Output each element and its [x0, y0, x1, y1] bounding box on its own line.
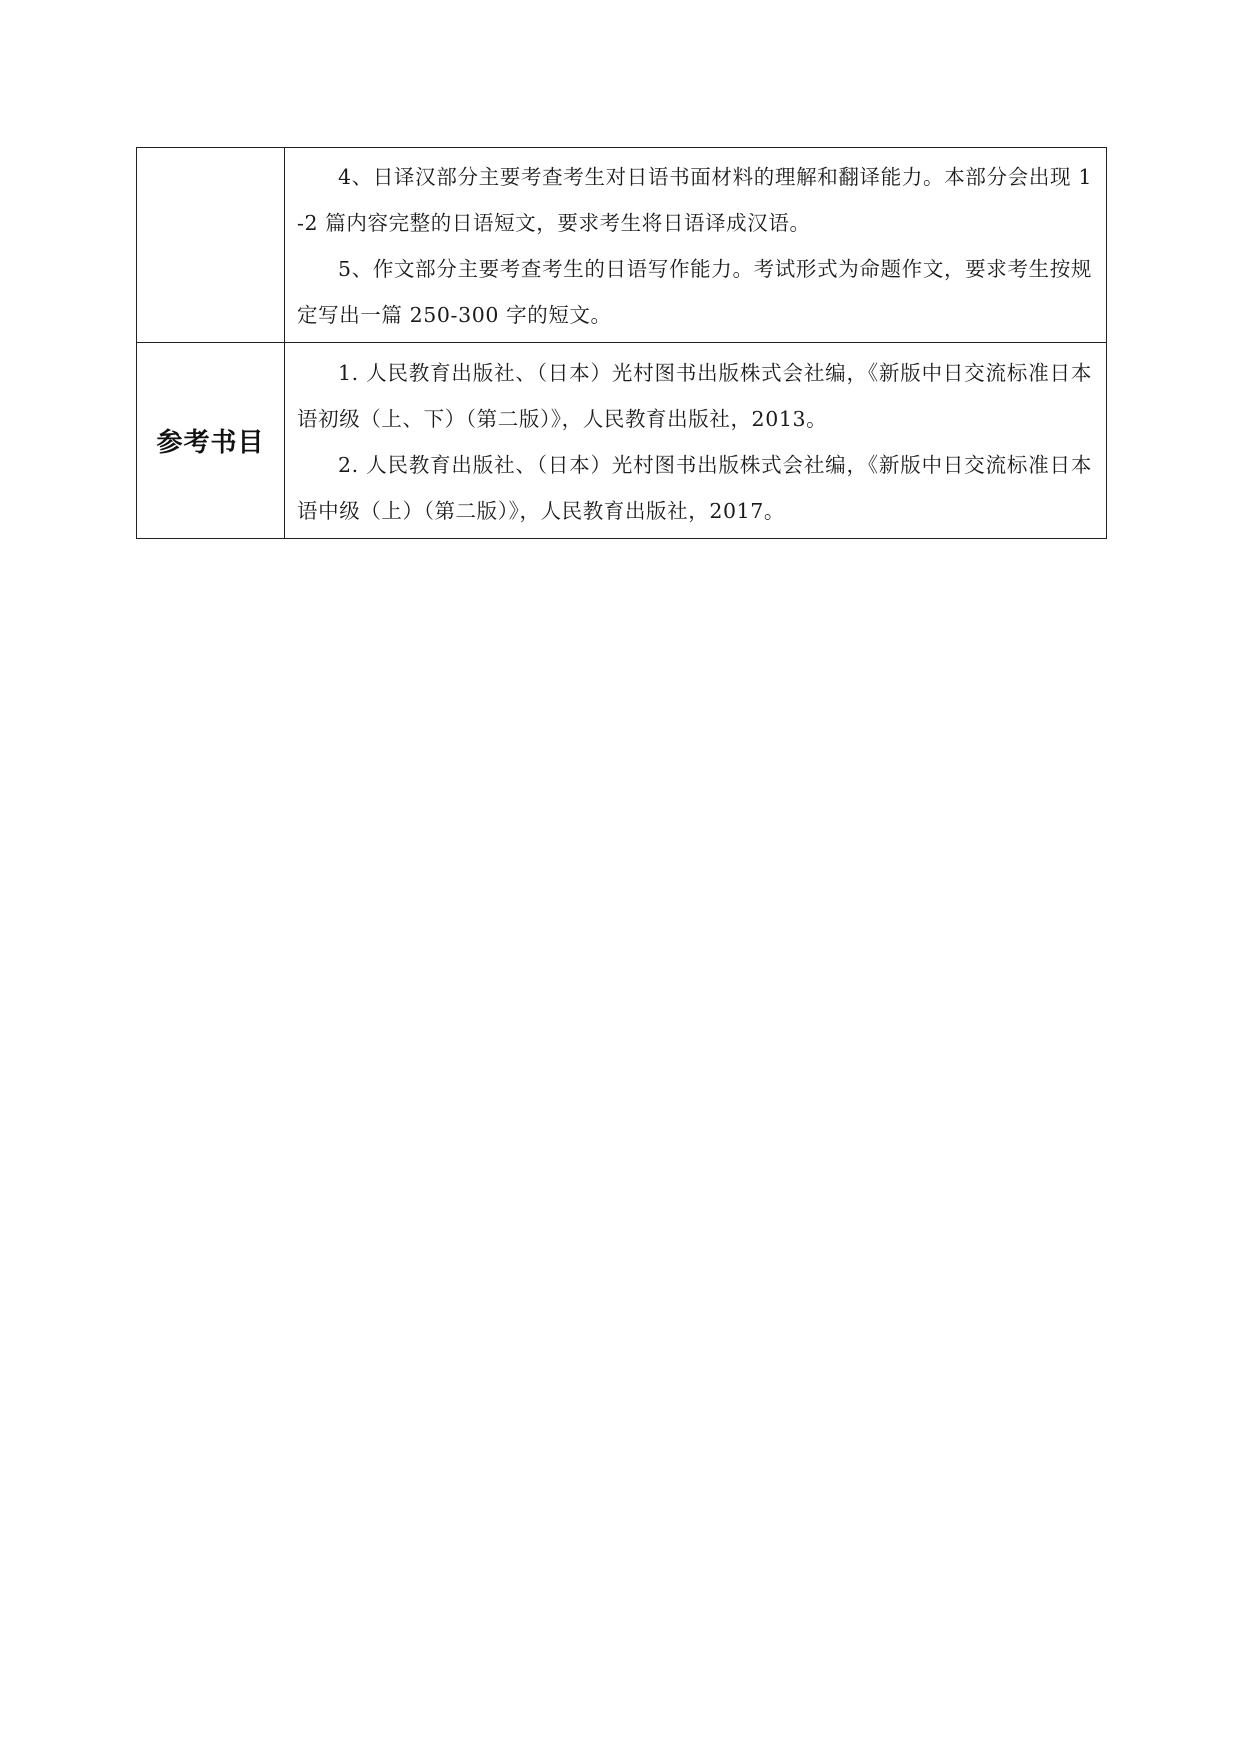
table-row-exam-content	[137, 148, 1107, 343]
reference-book-item: 1. 人民教育出版社、（日本）光村图书出版株式会社编，《新版中日交流标准日本语初级（上、下）（第二版）》，人民教育出版社，2013。	[297, 360, 1092, 431]
row-label-cell	[137, 148, 285, 343]
row-content-cell	[285, 343, 1107, 539]
paragraph-translation-section: 4、日译汉部分主要考查考生对日语书面材料的理解和翻译能力。本部分会出现 1-2 篇内容完整的日语短文，要求考生将日语译成汉语。	[297, 165, 1092, 235]
row-content-cell	[285, 148, 1107, 343]
paragraph-composition-section: 5、作文部分主要考查考生的日语写作能力。考试形式为命题作文，要求考生按规定写出一篇 250-300 字的短文。	[297, 257, 1092, 327]
table-row-reference-books	[137, 343, 1107, 539]
row-label-reference-books: 参考书目	[156, 428, 265, 458]
document-table	[136, 147, 1107, 539]
row-label-cell	[137, 343, 285, 539]
reference-book-item: 2. 人民教育出版社、（日本）光村图书出版株式会社编，《新版中日交流标准日本语中级（上）（第二版）》，人民教育出版社，2017。	[297, 452, 1092, 523]
